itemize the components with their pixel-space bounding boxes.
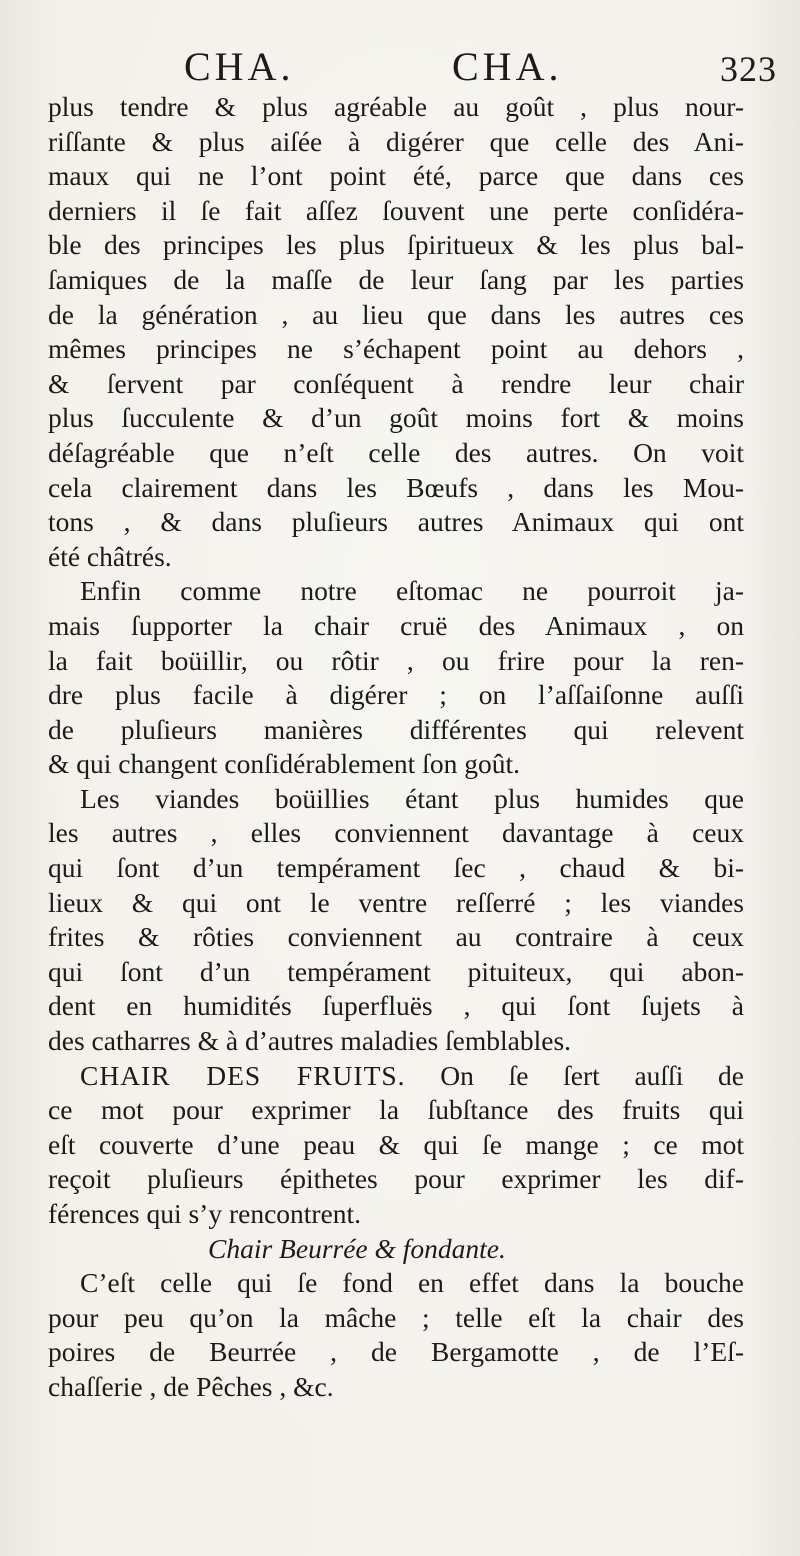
paragraph-4	[48, 1059, 744, 1232]
text-line: qui ſont d’un tempérament ſec , chaud & bi-	[48, 852, 744, 884]
page-number: 323	[720, 49, 777, 89]
paragraph-1	[48, 90, 744, 574]
text-line: été châtrés.	[48, 540, 172, 572]
text-line: dre plus facile à digérer ; on l’aſſaiſonne auſſi	[48, 679, 744, 711]
running-head-left: CHA.	[184, 44, 295, 89]
text-line: riſſante & plus aiſée à digérer que celle des Ani-	[48, 125, 744, 157]
text-line: ble des principes les plus ſpiritueux & les plus bal-	[48, 229, 744, 261]
text-line: eſt couverte d’une peau & qui ſe mange ; ce mot	[48, 1128, 744, 1160]
subheading: Chair Beurrée & fondante.	[208, 1232, 506, 1264]
text-line: ce mot pour exprimer la ſubſtance des fruits qui	[48, 1094, 744, 1126]
entry-heading-rest: On ſe ſert auſſi de	[440, 1059, 744, 1091]
body-text	[48, 90, 744, 1405]
text-line: mêmes principes ne s’échapent point au dehors ,	[48, 333, 744, 365]
text-line: tons , & dans pluſieurs autres Animaux qui ont	[48, 506, 744, 538]
text-line: déſagréable que n’eſt celle des autres. On voit	[48, 436, 744, 468]
text-line: de la génération , au lieu que dans les autres ces	[48, 298, 744, 330]
subheading-block	[48, 1232, 744, 1267]
entry-heading: CHAIR DES FRUITS.	[80, 1059, 406, 1091]
text-line: férences qui s’y rencontrent.	[48, 1198, 362, 1229]
text-line	[48, 1059, 744, 1094]
text-line: mais ſupporter la chair cruë des Animaux , on	[48, 609, 744, 641]
text-line: ſamiques de la maſſe de leur ſang par les parties	[48, 263, 744, 295]
text-line: des catharres & à d’autres maladies ſemblables.	[48, 1025, 572, 1057]
text-line: Les viandes boüillies étant plus humides que	[80, 782, 744, 814]
text-line: qui ſont d’un tempérament pituiteux, qui abon-	[48, 955, 744, 987]
paragraph-5	[48, 1266, 744, 1404]
running-head	[48, 44, 777, 90]
text-line: dent en humidités ſuperfluës , qui ſont ſujets à	[48, 990, 744, 1022]
text-line: pour peu qu’on la mâche ; telle eſt la chair des	[48, 1301, 744, 1333]
text-line: la fait boüillir, ou rôtir , ou frire pour la ren-	[48, 644, 744, 676]
running-head-center: CHA.	[452, 44, 563, 89]
text-line: lieux & qui ont le ventre reſſerré ; les viandes	[48, 886, 744, 918]
text-line: Enfin comme notre eſtomac ne pourroit ja-	[80, 575, 744, 607]
text-line: maux qui ne l’ont point été, parce que dans ces	[48, 160, 744, 192]
text-line: derniers il ſe fait aſſez ſouvent une perte conſidéra-	[48, 194, 744, 226]
text-line: & qui changent conſidérablement ſon goût.	[48, 748, 520, 780]
paragraph-2	[48, 574, 744, 782]
text-line: reçoit pluſieurs épithetes pour exprimer les dif-	[48, 1163, 744, 1195]
text-line: frites & rôties conviennent au contraire à ceux	[48, 921, 744, 953]
text-line: plus ſucculente & d’un goût moins fort & moins	[48, 402, 744, 434]
text-line: C’eſt celle qui ſe fond en effet dans la bouche	[80, 1267, 744, 1299]
paragraph-3	[48, 782, 744, 1059]
text-line: & ſervent par conſéquent à rendre leur chair	[48, 367, 744, 399]
text-line: de pluſieurs manières différentes qui relevent	[48, 713, 744, 745]
text-line: les autres , elles conviennent davantage à ceux	[48, 817, 744, 849]
text-line: poires de Beurrée , de Bergamotte , de l’Eſ-	[48, 1336, 744, 1368]
text-line: cela clairement dans les Bœufs , dans les Mou-	[48, 471, 744, 503]
text-line: plus tendre & plus agréable au goût , plus nour-	[48, 91, 744, 122]
text-line: chaſſerie , de Pêches , &c.	[48, 1370, 334, 1402]
